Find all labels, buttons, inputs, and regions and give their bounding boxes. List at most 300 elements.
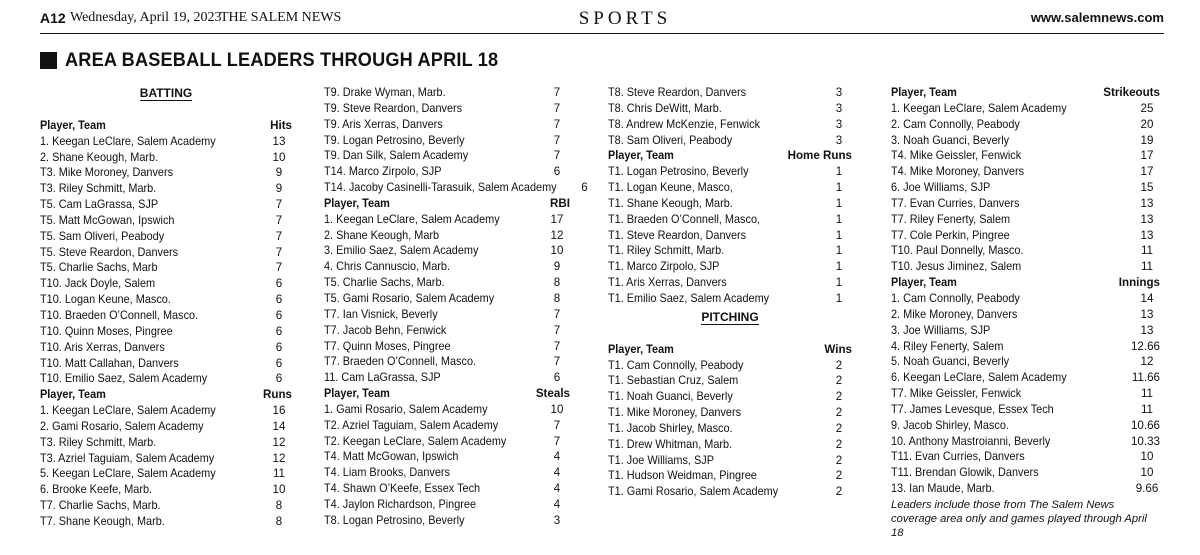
player-name: T7. Riley Fenerty, Salem xyxy=(891,212,1011,226)
table-row xyxy=(324,434,570,450)
hits-table xyxy=(40,118,292,387)
table-row xyxy=(324,85,570,101)
header-player-label: Player, Team xyxy=(40,118,106,132)
header-player-label: Player, Team xyxy=(891,86,957,99)
player-name: T7. Jacob Behn, Fenwick xyxy=(324,323,447,337)
stat-value: 10 xyxy=(1140,450,1154,464)
table-row xyxy=(608,389,852,405)
player-name: T14. Jacoby Casinelli-Tarasuik, Salem Academy xyxy=(324,181,557,195)
table-row xyxy=(40,134,292,150)
stat-value: 11 xyxy=(272,467,286,481)
table-row xyxy=(324,481,570,497)
table-header xyxy=(608,342,852,358)
table-row xyxy=(40,197,292,213)
table-row xyxy=(891,465,1160,481)
player-name: 1. Keegan LeClare, Salem Academy xyxy=(40,134,216,148)
table-row xyxy=(324,323,570,339)
player-name: T10. Logan Keune, Masco. xyxy=(40,293,171,307)
player-name: T11. Evan Curries, Danvers xyxy=(891,450,1025,464)
stat-value: 3 xyxy=(835,101,843,115)
table-row xyxy=(40,482,292,498)
player-name: 1. Keegan LeClare, Salem Academy xyxy=(891,101,1067,115)
stat-value: 9 xyxy=(553,260,561,274)
table-row xyxy=(324,228,570,244)
player-name: T10. Aris Xerras, Danvers xyxy=(40,340,165,354)
player-name: T1. Mike Moroney, Danvers xyxy=(608,406,742,420)
table-row xyxy=(40,245,292,261)
player-name: T2. Keegan LeClare, Salem Academy xyxy=(324,434,507,448)
table-row xyxy=(608,291,852,307)
table-row xyxy=(608,373,852,389)
stat-value: 13 xyxy=(1140,307,1154,321)
stat-value: 7 xyxy=(553,133,561,147)
table-row xyxy=(891,133,1160,149)
table-row xyxy=(891,354,1160,370)
table-row xyxy=(891,481,1160,497)
table-row xyxy=(608,275,852,291)
player-name: T14. Marco Zirpolo, SJP xyxy=(324,165,442,179)
player-name: T7. Ian Visnick, Beverly xyxy=(324,307,438,321)
stat-value: 20 xyxy=(1140,117,1154,131)
table-row xyxy=(324,497,570,513)
column-1 xyxy=(40,85,292,555)
player-name: T2. Azriel Taguiam, Salem Academy xyxy=(324,418,499,432)
header-stat-label: Hits xyxy=(270,118,292,132)
table-row xyxy=(608,484,852,500)
stat-value: 7 xyxy=(553,149,561,163)
player-name: T8. Logan Petrosino, Beverly xyxy=(324,513,465,527)
player-name: 3. Joe Williams, SJP xyxy=(891,323,991,337)
table-row xyxy=(40,466,292,482)
player-name: 2. Gami Rosario, Salem Academy xyxy=(40,419,204,433)
table-header xyxy=(324,386,570,402)
stat-value: 11 xyxy=(1140,244,1154,258)
table-row xyxy=(324,180,588,196)
table-row xyxy=(40,371,292,387)
player-name: T1. Steve Reardon, Danvers xyxy=(608,228,747,242)
table-row xyxy=(891,386,1160,402)
runs-table xyxy=(40,387,292,530)
stat-value: 1 xyxy=(835,228,843,242)
stat-value: 6 xyxy=(275,308,283,322)
stat-value: 7 xyxy=(553,101,561,115)
stat-value: 1 xyxy=(835,165,843,179)
player-name: 1. Cam Connolly, Peabody xyxy=(891,291,1020,305)
table-row xyxy=(608,212,852,228)
table-row xyxy=(324,117,570,133)
table-row xyxy=(324,418,570,434)
table-row xyxy=(40,308,292,324)
stat-value: 7 xyxy=(553,355,561,369)
header-stat-label: Strikeouts xyxy=(1103,86,1160,99)
player-name: T1. Aris Xerras, Danvers xyxy=(608,276,727,290)
stat-value: 10 xyxy=(550,244,564,258)
table-row xyxy=(324,449,570,465)
stat-value: 8 xyxy=(275,514,283,528)
header-player-label: Player, Team xyxy=(608,149,674,163)
player-name: T4. Matt McGowan, Ipswich xyxy=(324,450,459,464)
stat-value: 12 xyxy=(272,451,286,465)
stat-value: 14 xyxy=(272,419,286,433)
player-name: T10. Quinn Moses, Pingree xyxy=(40,324,173,338)
table-row xyxy=(324,101,570,117)
player-name: 6. Brooke Keefe, Marb. xyxy=(40,483,153,497)
stat-value: 9.66 xyxy=(1135,482,1159,496)
stat-value: 10 xyxy=(550,402,564,416)
stat-value: 3 xyxy=(835,117,843,131)
player-name: T1. Marco Zirpolo, SJP xyxy=(608,260,720,274)
table-row xyxy=(891,228,1160,244)
table-row xyxy=(324,133,570,149)
table-row xyxy=(891,434,1160,450)
stat-value: 9 xyxy=(275,182,283,196)
stat-value: 3 xyxy=(835,86,843,99)
footnote: Leaders include those from The Salem News coverage area only and games played through April 18 xyxy=(891,498,1147,539)
stat-value: 6 xyxy=(553,165,561,179)
stat-value: 2 xyxy=(835,358,843,372)
page-number: A12 xyxy=(40,10,66,26)
table-row xyxy=(608,243,852,259)
innings-table xyxy=(891,275,1160,497)
table-row xyxy=(324,465,570,481)
table-row xyxy=(891,370,1160,386)
table-row xyxy=(608,133,852,149)
player-name: 2. Shane Keough, Marb. xyxy=(40,150,159,164)
stat-value: 11 xyxy=(1140,387,1154,401)
stat-value: 12 xyxy=(1140,355,1154,369)
batting-title: BATTING xyxy=(139,86,193,100)
table-row xyxy=(40,435,292,451)
header-stat-label: Home Runs xyxy=(787,149,852,163)
stat-value: 6 xyxy=(275,293,283,307)
player-name: T5. Cam LaGrassa, SJP xyxy=(40,198,159,212)
headline-square-icon xyxy=(40,52,57,69)
stat-value: 1 xyxy=(835,291,843,305)
newspaper-name: THE SALEM NEWS xyxy=(220,10,342,25)
player-name: T1. Jacob Shirley, Masco. xyxy=(608,421,733,435)
table-row xyxy=(891,117,1160,133)
player-name: T10. Emilio Saez, Salem Academy xyxy=(40,372,208,386)
table-row xyxy=(40,356,292,372)
stat-value: 7 xyxy=(275,198,283,212)
table-row xyxy=(608,164,852,180)
header-player-label: Player, Team xyxy=(891,276,957,290)
table-row xyxy=(891,101,1160,117)
table-row xyxy=(324,275,570,291)
table-row xyxy=(608,468,852,484)
player-name: T8. Andrew McKenzie, Fenwick xyxy=(608,117,761,131)
stat-value: 2 xyxy=(835,453,843,467)
table-row xyxy=(891,307,1160,323)
player-name: T5. Matt McGowan, Ipswich xyxy=(40,213,175,227)
table-row xyxy=(891,180,1160,196)
stat-value: 2 xyxy=(835,406,843,420)
stat-value: 4 xyxy=(553,482,561,496)
table-row xyxy=(324,370,570,386)
table-row xyxy=(608,85,852,101)
stat-value: 16 xyxy=(272,404,286,418)
player-name: T1. Braeden O’Connell, Masco, xyxy=(608,212,761,226)
player-name: T4. Shawn O’Keefe, Essex Tech xyxy=(324,482,481,496)
stat-value: 10.66 xyxy=(1130,418,1160,432)
stat-value: 15 xyxy=(1140,181,1154,195)
player-name: T3. Riley Schmitt, Marb. xyxy=(40,435,157,449)
stat-value: 2 xyxy=(835,437,843,451)
player-name: T1. Shane Keough, Marb. xyxy=(608,196,733,210)
player-name: T9. Dan Silk, Salem Academy xyxy=(324,149,469,163)
player-name: T7. Cole Perkin, Pingree xyxy=(891,228,1010,242)
header-stat-label: RBI xyxy=(550,196,570,210)
player-name: 2. Shane Keough, Marb xyxy=(324,228,440,242)
player-name: T10. Braeden O’Connell, Masco. xyxy=(40,308,199,322)
header-player-label: Player, Team xyxy=(324,387,390,401)
spacer xyxy=(40,102,292,118)
player-name: T10. Paul Donnelly, Masco. xyxy=(891,244,1024,258)
stat-value: 2 xyxy=(835,374,843,388)
table-row xyxy=(891,212,1160,228)
player-name: 1. Gami Rosario, Salem Academy xyxy=(324,402,488,416)
table-row xyxy=(324,212,570,228)
player-name: 4. Chris Cannuscio, Marb. xyxy=(324,260,450,274)
table-row xyxy=(40,276,292,292)
section-title: SPORTS xyxy=(578,8,672,29)
table-row xyxy=(40,292,292,308)
stat-value: 6 xyxy=(275,277,283,291)
stat-value: 2 xyxy=(835,469,843,483)
table-row xyxy=(891,418,1160,434)
stat-value: 13 xyxy=(272,134,286,148)
column-2 xyxy=(324,85,588,555)
player-name: 1. Keegan LeClare, Salem Academy xyxy=(324,212,500,226)
table-header xyxy=(324,196,570,212)
table-row xyxy=(608,437,852,453)
player-name: T1. Logan Petrosino, Beverly xyxy=(608,165,749,179)
stat-value: 3 xyxy=(553,513,561,527)
header-stat-label: Innings xyxy=(1118,276,1160,290)
table-row xyxy=(324,243,570,259)
stat-value: 7 xyxy=(553,418,561,432)
table-row xyxy=(891,164,1160,180)
player-name: T1. Logan Keune, Masco, xyxy=(608,181,733,195)
table-row xyxy=(608,405,852,421)
stat-value: 17 xyxy=(550,212,564,226)
player-name: 9. Jacob Shirley, Masco. xyxy=(891,418,1009,432)
stat-value: 1 xyxy=(835,212,843,226)
stat-value: 8 xyxy=(553,291,561,305)
table-row xyxy=(608,421,852,437)
stat-value: 2 xyxy=(835,485,843,499)
stat-value: 10 xyxy=(272,483,286,497)
player-name: T5. Charlie Sachs, Marb xyxy=(40,261,158,275)
stat-value: 7 xyxy=(275,245,283,259)
player-name: 6. Keegan LeClare, Salem Academy xyxy=(891,371,1067,385)
player-name: T10. Jack Doyle, Salem xyxy=(40,277,156,291)
stat-value: 7 xyxy=(553,434,561,448)
masthead-rule xyxy=(40,33,1164,34)
player-name: T1. Hudson Weidman, Pingree xyxy=(608,469,757,483)
steals-table xyxy=(324,386,570,529)
player-name: 11. Cam LaGrassa, SJP xyxy=(324,371,441,385)
stat-value: 1 xyxy=(835,260,843,274)
issue-date: Wednesday, April 19, 2023 xyxy=(70,10,222,25)
table-row xyxy=(40,498,292,514)
player-name: T10. Jesus Jiminez, Salem xyxy=(891,260,1022,274)
column-3 xyxy=(608,85,852,555)
stat-value: 6 xyxy=(275,340,283,354)
player-name: T1. Noah Guanci, Beverly xyxy=(608,390,733,404)
player-name: 1. Keegan LeClare, Salem Academy xyxy=(40,404,216,418)
player-name: T7. Braeden O’Connell, Masco. xyxy=(324,355,477,369)
stat-value: 13 xyxy=(1140,228,1154,242)
player-name: T3. Riley Schmitt, Marb. xyxy=(40,182,157,196)
strikeouts-table xyxy=(891,85,1160,275)
stat-value: 7 xyxy=(275,261,283,275)
player-name: T8. Sam Oliveri, Peabody xyxy=(608,133,733,147)
player-name: 3. Emilio Saez, Salem Academy xyxy=(324,244,479,258)
player-name: T1. Riley Schmitt, Marb. xyxy=(608,244,725,258)
player-name: T7. Evan Curries, Danvers xyxy=(891,196,1020,210)
table-row xyxy=(324,307,570,323)
table-row xyxy=(891,339,1160,355)
stat-value: 12.66 xyxy=(1130,339,1160,353)
table-row xyxy=(891,243,1160,259)
column-4 xyxy=(891,85,1160,555)
table-row xyxy=(324,164,570,180)
table-row xyxy=(608,196,852,212)
player-name: 5. Noah Guanci, Beverly xyxy=(891,355,1010,369)
header-player-label: Player, Team xyxy=(324,196,390,210)
table-row xyxy=(324,402,570,418)
player-name: 2. Mike Moroney, Danvers xyxy=(891,307,1018,321)
player-name: T9. Aris Xerras, Danvers xyxy=(324,117,443,131)
table-row xyxy=(40,181,292,197)
stat-value: 1 xyxy=(835,181,843,195)
table-row xyxy=(40,165,292,181)
player-name: T5. Sam Oliveri, Peabody xyxy=(40,229,165,243)
stat-value: 7 xyxy=(553,86,561,99)
table-row xyxy=(40,451,292,467)
table-row xyxy=(608,101,852,117)
stat-value: 19 xyxy=(1140,133,1154,147)
stat-value: 13 xyxy=(1140,323,1154,337)
table-header xyxy=(891,275,1160,291)
player-name: T4. Jaylon Richardson, Pingree xyxy=(324,497,477,511)
table-row xyxy=(40,514,292,530)
player-name: 5. Keegan LeClare, Salem Academy xyxy=(40,467,216,481)
table-row xyxy=(608,358,852,374)
stat-value: 9 xyxy=(275,166,283,180)
stat-value: 12 xyxy=(550,228,564,242)
stat-value: 7 xyxy=(553,339,561,353)
player-name: T1. Joe Williams, SJP xyxy=(608,453,714,467)
stat-value: 14 xyxy=(1140,291,1154,305)
stat-value: 6 xyxy=(275,372,283,386)
stat-value: 8 xyxy=(275,499,283,513)
stat-value: 6 xyxy=(275,324,283,338)
player-name: T3. Mike Moroney, Danvers xyxy=(40,166,174,180)
stat-value: 7 xyxy=(553,323,561,337)
table-header xyxy=(40,118,292,134)
stat-value: 4 xyxy=(553,497,561,511)
table-row xyxy=(608,228,852,244)
player-name: T5. Charlie Sachs, Marb. xyxy=(324,276,445,290)
table-row xyxy=(891,402,1160,418)
player-name: T5. Gami Rosario, Salem Academy xyxy=(324,291,495,305)
stat-value: 6 xyxy=(553,371,561,385)
table-row xyxy=(324,291,570,307)
stat-value: 10 xyxy=(1140,466,1154,480)
player-name: T3. Azriel Taguiam, Salem Academy xyxy=(40,451,215,465)
stat-value: 7 xyxy=(275,229,283,243)
stat-value: 17 xyxy=(1140,165,1154,179)
table-row xyxy=(608,117,852,133)
stat-value: 7 xyxy=(553,307,561,321)
stat-value: 11 xyxy=(1140,402,1154,416)
stat-value: 13 xyxy=(1140,196,1154,210)
table-row xyxy=(891,259,1160,275)
stat-value: 4 xyxy=(553,466,561,480)
stat-value: 17 xyxy=(1140,149,1154,163)
stat-value: 8 xyxy=(553,276,561,290)
player-name: 6. Joe Williams, SJP xyxy=(891,181,991,195)
player-name: T9. Logan Petrosino, Beverly xyxy=(324,133,465,147)
table-row xyxy=(324,259,570,275)
stat-value: 13 xyxy=(1140,212,1154,226)
table-row xyxy=(324,339,570,355)
table-row xyxy=(40,340,292,356)
player-name: T7. Quinn Moses, Pingree xyxy=(324,339,451,353)
player-name: T5. Steve Reardon, Danvers xyxy=(40,245,179,259)
table-header xyxy=(40,387,292,403)
player-name: T7. Charlie Sachs, Marb. xyxy=(40,499,161,513)
player-name: T1. Emilio Saez, Salem Academy xyxy=(608,291,770,305)
table-row xyxy=(891,196,1160,212)
table-row xyxy=(40,213,292,229)
stat-value: 1 xyxy=(835,196,843,210)
player-name: T1. Drew Whitman, Marb. xyxy=(608,437,733,451)
stat-value: 7 xyxy=(275,213,283,227)
stat-value: 4 xyxy=(553,450,561,464)
player-name: 13. Ian Maude, Marb. xyxy=(891,482,995,496)
player-name: T4. Liam Brooks, Danvers xyxy=(324,466,450,480)
table-row xyxy=(891,323,1160,339)
header-stat-label: Steals xyxy=(535,387,570,401)
player-name: T1. Sebastian Cruz, Salem xyxy=(608,374,739,388)
stat-value: 11 xyxy=(1140,260,1154,274)
table-row xyxy=(324,148,570,164)
table-row xyxy=(608,180,852,196)
table-row xyxy=(891,148,1160,164)
runs-table-continued xyxy=(324,85,588,196)
masthead xyxy=(40,8,1164,32)
table-row xyxy=(324,513,570,529)
table-header xyxy=(608,148,852,164)
pitching-title: PITCHING xyxy=(701,309,759,324)
headline xyxy=(40,46,531,74)
table-row xyxy=(324,354,570,370)
player-name: T8. Chris DeWitt, Marb. xyxy=(608,101,722,115)
player-name: T7. Shane Keough, Marb. xyxy=(40,514,165,528)
table-row xyxy=(891,291,1160,307)
table-row xyxy=(608,259,852,275)
table-row xyxy=(608,453,852,469)
stat-value: 1 xyxy=(835,244,843,258)
header-stat-label: Wins xyxy=(824,342,852,356)
player-name: T4. Mike Moroney, Danvers xyxy=(891,165,1025,179)
player-name: T7. Mike Geissler, Fenwick xyxy=(891,387,1022,401)
stat-value: 10.33 xyxy=(1130,434,1160,448)
stat-value: 12 xyxy=(272,435,286,449)
